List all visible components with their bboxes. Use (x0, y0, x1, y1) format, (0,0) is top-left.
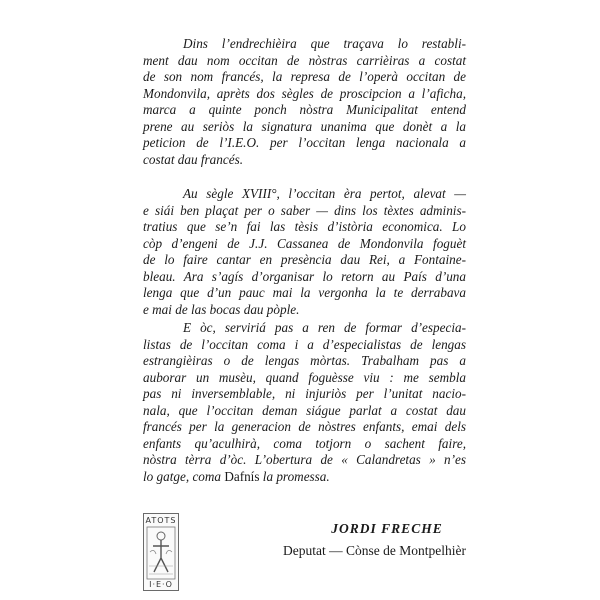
ieo-logo (143, 513, 179, 591)
paragraph-2 (143, 186, 466, 318)
text-line: estrangièiras o de lengas mòrtas. Trabalham pas a (143, 353, 466, 368)
text-line: marca a quinte ponch nòstra Municipalitat entend (143, 102, 466, 117)
text-line: de son nom francés, la represa de l’operà occitan de (143, 69, 466, 84)
text-line: Dins l’endrechièira que traçava lo restabli- (183, 36, 466, 51)
text-line: Mondonvila, aprèts dos sègles de proscipcion a l’aficha, (143, 85, 466, 101)
text-line: francés per la generacion de nòstres enfants, emai dels (143, 419, 466, 434)
text-line: e siái ben plaçat per o saber — dins los tèxtes adminis- (143, 202, 466, 218)
text-line: de lo faire cantar en presència dau Rei, a Fontaine- (143, 252, 466, 267)
paragraph-1 (143, 36, 466, 168)
text-line: prene au seriòs la signatura unanima que donèt a la (143, 118, 466, 134)
text-line: costat dau francés. (143, 151, 243, 167)
text-line: tratius que se’n fai las tèsis d’istòria economica. Lo (143, 219, 466, 234)
text-line: còp d’engeni de J.J. Cassanea de Mondonvila foguèt (143, 235, 466, 251)
text-line: E òc, serviriá pas a ren de formar d’especia- (183, 320, 466, 335)
text-fragment: lo gatge, coma (143, 468, 225, 484)
text-line: peticion de l’I.E.O. per l’occitan lenga nacionala a (143, 135, 466, 150)
text-line: nòstra tèrra d’òc. L’obertura de « Calandretas » n’es (143, 452, 466, 467)
text-fragment: la promessa. (259, 468, 330, 484)
paragraph-3 (143, 320, 466, 485)
text-line: e mai de las bocas dau pòple. (143, 301, 300, 317)
text-line: pas ni inversemblable, ni injuriòs per l’unitat nacio- (143, 386, 466, 401)
text-line: auborar un musèu, quand foguèsse viu : me sembla (143, 369, 466, 385)
text-line: ment dau nom occitan de nòstras carrièiras a costat (143, 52, 466, 68)
text-line: lenga que d’un pauc mai la vergonha la te derrabava (143, 285, 466, 300)
dafnis-title: Dafnís (224, 468, 260, 484)
signature-name: JORDI FRECHE (331, 521, 443, 536)
text-line: listas de l’occitan coma i a d’especialistas de lengas (143, 336, 466, 352)
text-line: enfants qu’aculhirà, coma totjorn o sachent faire, (143, 435, 466, 451)
logo-emblem-icon (144, 526, 178, 580)
text-line: bleau. Ara s’agís d’organisar lo retorn au País d’una (143, 268, 466, 284)
logo-bottom-text: I·E·O (149, 580, 173, 589)
signature-title: Deputat — Cònse de Montpelhièr (283, 543, 466, 558)
logo-top-text: ATOTS (145, 516, 177, 525)
text-line-last (143, 469, 466, 486)
text-line: Au sègle XVIII°, l’occitan èra pertot, alevat — (183, 186, 466, 201)
text-line: nala, que l’occitan deman siágue parlat a costat dau (143, 402, 466, 418)
